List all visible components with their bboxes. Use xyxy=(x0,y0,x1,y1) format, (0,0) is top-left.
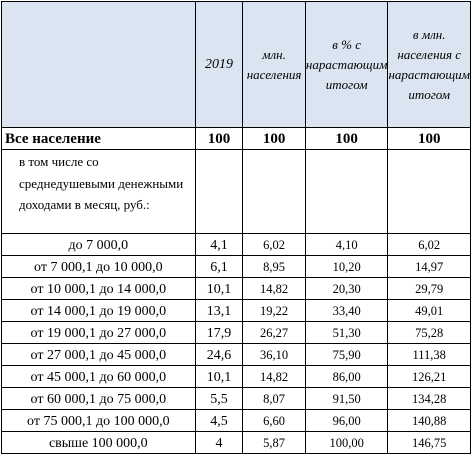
percent-cumulative: 33,40 xyxy=(305,300,388,322)
share-2019: 24,6 xyxy=(195,344,243,366)
share-2019: 13,1 xyxy=(195,300,243,322)
mln-population: 19,22 xyxy=(243,300,306,322)
mln-population: 6,02 xyxy=(243,234,306,256)
mln-population: 8,95 xyxy=(243,256,306,278)
mln-cumulative: 111,38 xyxy=(388,344,471,366)
income-bracket: до 7 000,0 xyxy=(2,234,196,256)
percent-cumulative: 10,20 xyxy=(305,256,388,278)
table-row xyxy=(2,300,471,322)
mln-cumulative: 49,01 xyxy=(388,300,471,322)
mln-population: 14,82 xyxy=(243,278,306,300)
mln-population: 14,82 xyxy=(243,366,306,388)
mln-population: 26,27 xyxy=(243,322,306,344)
subheader-empty-cell xyxy=(388,150,471,234)
income-bracket: от 14 000,1 до 19 000,0 xyxy=(2,300,196,322)
total-mln: 100 xyxy=(243,128,306,150)
mln-population: 5,87 xyxy=(243,432,306,454)
percent-cumulative: 86,00 xyxy=(305,366,388,388)
share-2019: 10,1 xyxy=(195,278,243,300)
share-2019: 17,9 xyxy=(195,322,243,344)
header-percent-cumulative: в % с нарастающим итогом xyxy=(305,2,388,128)
income-bracket: от 60 000,1 до 75 000,0 xyxy=(2,388,196,410)
subheader-empty-cell xyxy=(195,150,243,234)
table-row xyxy=(2,256,471,278)
income-bracket: от 75 000,1 до 100 000,0 xyxy=(2,410,196,432)
table-row xyxy=(2,388,471,410)
header-year: 2019 xyxy=(195,2,243,128)
table-row xyxy=(2,410,471,432)
mln-cumulative: 75,28 xyxy=(388,322,471,344)
income-bracket: от 27 000,1 до 45 000,0 xyxy=(2,344,196,366)
header-mln-population: млн. населения xyxy=(243,2,306,128)
table-row xyxy=(2,432,471,454)
percent-cumulative: 4,10 xyxy=(305,234,388,256)
mln-cumulative: 134,28 xyxy=(388,388,471,410)
header-mln-cumulative: в млн. населения с нарастающим итогом xyxy=(388,2,471,128)
mln-population: 8,07 xyxy=(243,388,306,410)
subheader-empty-cell xyxy=(243,150,306,234)
mln-cumulative: 126,21 xyxy=(388,366,471,388)
percent-cumulative: 91,50 xyxy=(305,388,388,410)
mln-cumulative: 6,02 xyxy=(388,234,471,256)
percent-cumulative: 75,90 xyxy=(305,344,388,366)
mln-cumulative: 29,79 xyxy=(388,278,471,300)
header-empty-cell xyxy=(2,2,196,128)
share-2019: 10,1 xyxy=(195,366,243,388)
share-2019: 5,5 xyxy=(195,388,243,410)
table-row xyxy=(2,322,471,344)
mln-population: 6,60 xyxy=(243,410,306,432)
income-bracket: от 10 000,1 до 14 000,0 xyxy=(2,278,196,300)
table-row xyxy=(2,366,471,388)
table-row xyxy=(2,344,471,366)
subheader-row xyxy=(2,150,471,234)
percent-cumulative: 100,00 xyxy=(305,432,388,454)
income-bracket: свыше 100 000,0 xyxy=(2,432,196,454)
share-2019: 4,5 xyxy=(195,410,243,432)
income-bracket: от 19 000,1 до 27 000,0 xyxy=(2,322,196,344)
subheader-empty-cell xyxy=(305,150,388,234)
share-2019: 4 xyxy=(195,432,243,454)
total-label: Все население xyxy=(2,128,196,150)
header-row xyxy=(2,2,471,128)
share-2019: 4,1 xyxy=(195,234,243,256)
income-bracket: от 45 000,1 до 60 000,0 xyxy=(2,366,196,388)
percent-cumulative: 51,30 xyxy=(305,322,388,344)
share-2019: 6,1 xyxy=(195,256,243,278)
table-row xyxy=(2,278,471,300)
mln-population: 36,10 xyxy=(243,344,306,366)
mln-cumulative: 146,75 xyxy=(388,432,471,454)
percent-cumulative: 20,30 xyxy=(305,278,388,300)
income-bracket: от 7 000,1 до 10 000,0 xyxy=(2,256,196,278)
total-row xyxy=(2,128,471,150)
total-2019: 100 xyxy=(195,128,243,150)
percent-cumulative: 96,00 xyxy=(305,410,388,432)
table-row xyxy=(2,234,471,256)
subheader-label: в том числе со среднедушевыми денежными доходами в месяц, руб.: xyxy=(2,150,196,234)
mln-cumulative: 14,97 xyxy=(388,256,471,278)
income-distribution-table xyxy=(1,1,471,454)
total-percent-cumulative: 100 xyxy=(305,128,388,150)
mln-cumulative: 140,88 xyxy=(388,410,471,432)
total-mln-cumulative: 100 xyxy=(388,128,471,150)
